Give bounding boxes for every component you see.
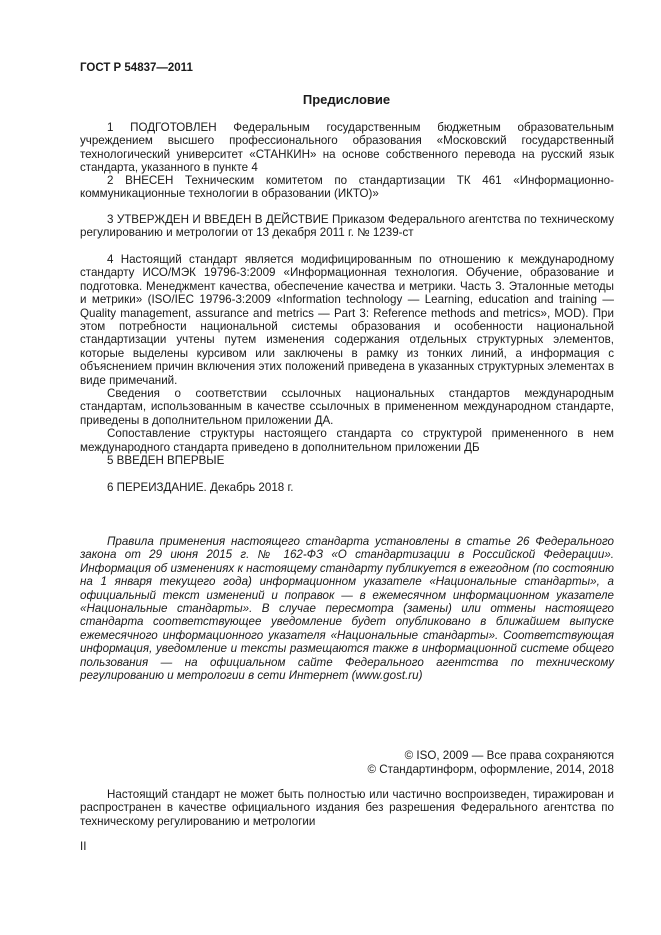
document-header: ГОСТ Р 54837—2011 [80, 62, 193, 74]
copyright-standartinform: © Стандартинформ, оформление, 2014, 2018 [367, 763, 614, 776]
paragraph-3: 3 УТВЕРЖДЕН И ВВЕДЕН В ДЕЙСТВИЕ Приказом Федерального агентства по техническому регулированию и метрологии от 13 декабря 2011 г. № 1239-ст [80, 213, 614, 240]
reproduction-notice: Настоящий стандарт не может быть полностью или частично воспроизведен, тиражирован и распространен в качестве официального издания без разрешения Федерального агентства по техническому регулированию и метрологии [80, 788, 614, 828]
paragraph-2: 2 ВНЕСЕН Техническим комитетом по стандартизации ТК 461 «Информационно-коммуникационные технологии в образовании (ИКТО)» [80, 174, 614, 201]
application-rules-note: Правила применения настоящего стандарта установлены в статье 26 Федерального закона от 29 июня 2015 г. № 162-ФЗ «О стандартизации в Российской Федерации». Информация об изменениях к настоящему стандарту публикуется в ежегодном (по состоянию на 1 января текущего года) информационном указателе «Национальные стандарты», а официальный текст изменений и поправок — в ежемесячном информационном указателе «Национальные стандарты». В случае пересмотра (замены) или отмены настоящего стандарта соответствующее уведомление будет опубликовано в ближайшем выпуске ежемесячного информационного указателя «Национальные стандарты». Соответствующая информация, уведомление и тексты размещаются также в информационной системе общего пользования — на официальном сайте Федерального агентства по техническому регулированию и метрологии в сети Интернет (www.gost.ru) [80, 535, 614, 683]
copyright-iso: © ISO, 2009 — Все права сохраняются [404, 749, 614, 762]
page-number: II [80, 840, 87, 853]
paragraph-1: 1 ПОДГОТОВЛЕН Федеральным государственным бюджетным образовательным учреждением высшего профессионального образования «Московский государственный технологический университет «СТАНКИН» на основе собственного перевода на русский язык стандарта, указанного в пункте 4 [80, 121, 614, 175]
paragraph-6: 6 ПЕРЕИЗДАНИЕ. Декабрь 2018 г. [107, 481, 294, 494]
page-title: Предисловие [302, 92, 391, 107]
paragraph-4: 4 Настоящий стандарт является модифицированным по отношению к международному стандарту ИСО/МЭК 19796-3:2009 «Информационная технология. Обучение, образование и подготовка. Менеджмент качества, обеспечение качества и метрики. Часть 3. Эталонные методы и метрики» (ISO/IEC 19796-3:2009 «Information technology — Learning, education and training — Quality management, assurance and metrics — Part 3: Reference methods and metrics», MOD). При этом потребности национальной системы образования и особенности национальной стандартизации учтены путем изменения содержания отдельных структурных элементов, которые выделены курсивом или заключены в рамку из тонких линий, а информация с объяснением причин включения этих положений приведена в указанных структурных элементах в виде примечаний. Сведения о соответствии ссылочных национальных стандартов международным стандартам, использованным в качестве ссылочных в примененном международном стандарте, приведены в дополнительном приложении ДА. Сопоставление структуры настоящего стандарта со структурой примененного в нем международного стандарта приведено в дополнительном приложении ДБ [80, 253, 614, 454]
paragraph-5: 5 ВВЕДЕН ВПЕРВЫЕ [107, 454, 225, 467]
